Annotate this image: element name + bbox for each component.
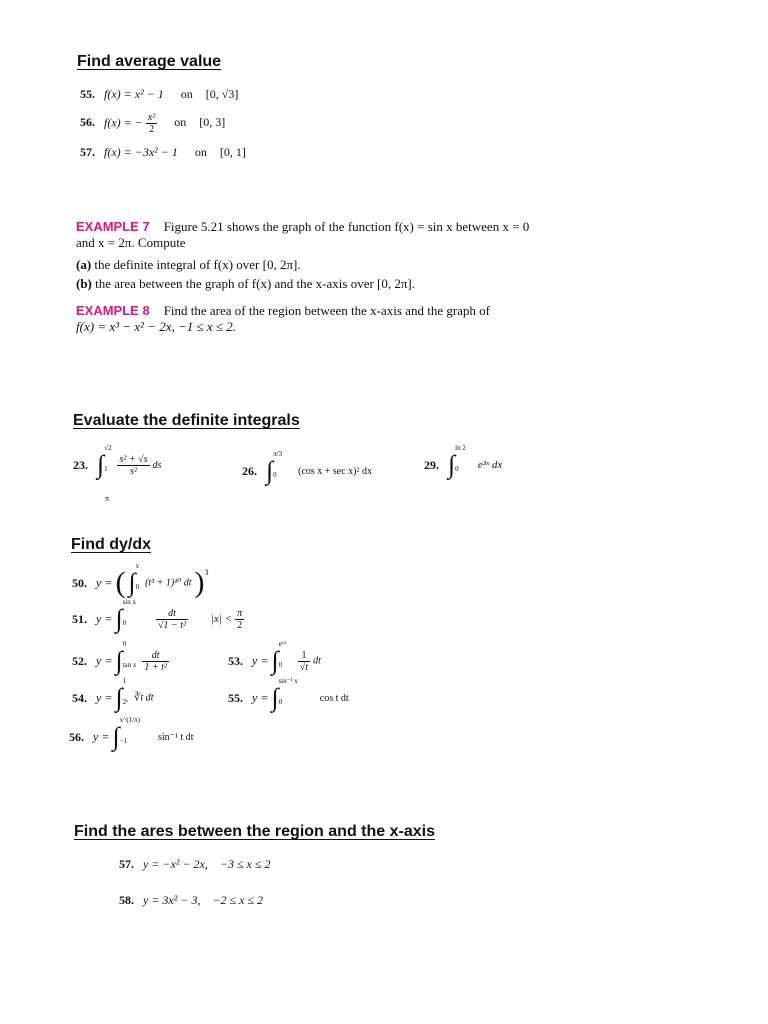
integral-limits: [104, 444, 112, 474]
integral-sign: ∫: [115, 683, 123, 712]
upper-limit: 0: [122, 640, 127, 648]
problem-number: 52.: [72, 653, 87, 668]
fraction-numerator: dt: [156, 608, 188, 620]
example-text-line2: and x = 2π. Compute: [76, 235, 186, 250]
problem-number: 58.: [119, 893, 134, 907]
lower-limit: 0: [278, 661, 283, 669]
integrand: (cos x + sec x)² dx: [298, 465, 373, 477]
part-a: [76, 257, 536, 273]
part-a-text: the definite integral of f(x) over [0, 2π].: [94, 257, 301, 272]
part-b-text: the area between the graph of f(x) and the x-axis over [0, 2π].: [95, 276, 416, 291]
problem-52-dydx: [72, 640, 169, 675]
lhs: y =: [96, 690, 113, 705]
fraction-numerator: π: [237, 607, 243, 619]
problem-57-average: [80, 145, 246, 160]
problem-expr: f(x) = −3x² − 1: [104, 145, 178, 159]
upper-limit: sin x: [122, 598, 136, 606]
on-word: on: [180, 87, 193, 101]
integral-limits: [278, 640, 286, 670]
example-text-line2: f(x) = x³ − x² − 2x, −1 ≤ x ≤ 2.: [76, 319, 237, 334]
integrand: (t³ + 1)¹⁰ dt: [145, 577, 192, 589]
problem-expr: y = −x² − 2x, −3 ≤ x ≤ 2: [143, 857, 271, 871]
fraction-numerator: x²: [147, 112, 156, 123]
integral-limits: [455, 444, 466, 474]
heading-area-region: Find the ares between the region and the x-axis: [74, 823, 435, 840]
problem-56-dydx: [69, 716, 194, 751]
on-word: on: [194, 145, 207, 159]
condition-fraction: [235, 608, 244, 631]
lhs: y =: [252, 653, 269, 668]
fraction-denominator: s²: [130, 465, 137, 477]
upper-limit: sin⁻¹ x: [278, 677, 298, 685]
problem-54-dydx: [72, 677, 154, 712]
integral-sign: ∫: [128, 568, 136, 597]
problem-number: 53.: [228, 653, 243, 668]
lower-limit: 0: [135, 583, 140, 591]
problem-51-dydx: [72, 598, 244, 633]
integral-sign: ∫: [115, 604, 123, 633]
upper-limit: 1: [122, 677, 127, 685]
heading-average-value: Find average value: [77, 53, 222, 70]
integrand: sin⁻¹ t dt: [158, 731, 194, 743]
lower-limit: tan x: [122, 661, 137, 669]
integrand: e³ˣ dx: [477, 459, 503, 471]
problem-lhs: f(x) = −: [104, 115, 143, 130]
part-b-label: (b): [76, 276, 92, 291]
interval: [0, 3]: [199, 115, 226, 130]
problem-number: 57.: [80, 145, 95, 159]
example-label: EXAMPLE 7: [76, 219, 150, 234]
integral-sign: ∫: [448, 450, 456, 479]
example-label: EXAMPLE 8: [76, 303, 150, 318]
upper-limit: ln 2: [455, 444, 466, 452]
lower-limit: 0: [278, 698, 283, 706]
fraction-numerator: s² + √s: [119, 453, 148, 465]
lower-limit: 1: [104, 465, 108, 473]
fraction-numerator: dt: [142, 650, 169, 662]
problem-number: 26.: [242, 463, 257, 478]
problem-number: 56.: [69, 729, 84, 744]
on-word: on: [174, 115, 187, 130]
problem-55-dydx: [228, 677, 349, 712]
lower-limit: 0: [122, 619, 127, 627]
problem-number: 54.: [72, 690, 87, 705]
lower-limit: 0: [455, 465, 459, 473]
problem-57-area: [119, 857, 270, 872]
example-text-line1: Figure 5.21 shows the graph of the function f(x) = sin x between x = 0: [163, 219, 530, 234]
problem-26-definite: [242, 450, 373, 485]
fraction: [142, 650, 169, 673]
heading-definite-integrals: Evaluate the definite integrals: [73, 412, 300, 429]
fraction-denominator: √t: [299, 661, 309, 673]
integral-sign: ∫: [112, 722, 120, 751]
fraction-numerator: 1: [298, 650, 310, 662]
heading-find-dydx: Find dy/dx: [71, 536, 151, 553]
lhs: y =: [96, 611, 113, 626]
lower-limit: −1: [119, 737, 128, 745]
lower-limit: 0: [273, 471, 277, 479]
integrand-tail: ds: [152, 459, 162, 471]
fraction: [156, 608, 188, 631]
fraction: [117, 454, 149, 477]
fraction: [146, 112, 157, 135]
upper-limit: x^(1/π): [119, 716, 140, 724]
lhs: y =: [93, 729, 110, 744]
integral-sign: ∫: [266, 456, 274, 485]
integral-sign: ∫: [97, 450, 105, 479]
problem-55-average: [80, 87, 238, 102]
problem-23-definite: [73, 444, 162, 503]
problem-number: 56.: [80, 115, 95, 130]
integrand: cos t dt: [319, 692, 349, 704]
fraction: [298, 650, 310, 673]
problem-number: 23.: [73, 457, 88, 472]
problem-number: 55.: [80, 87, 95, 101]
condition: |x| <: [211, 613, 233, 625]
interval: [0, 1]: [219, 145, 246, 159]
lhs: y =: [96, 575, 113, 590]
example-text-line1: Find the area of the region between the x-axis and the graph of: [163, 303, 491, 318]
problem-29-definite: [424, 444, 503, 479]
problem-number: 50.: [72, 575, 87, 590]
lhs: y =: [252, 690, 269, 705]
example-7: [76, 219, 536, 292]
integral-limits: [278, 677, 298, 707]
right-paren: ): [194, 566, 205, 599]
problem-expr: y = 3x² − 3, −2 ≤ x ≤ 2: [143, 893, 264, 907]
integral-limits: [122, 598, 136, 628]
integral-sign: ∫: [271, 683, 279, 712]
power: 3: [204, 568, 209, 577]
problem-expr: f(x) = x² − 1: [104, 87, 164, 101]
problem-53-dydx: [228, 640, 321, 675]
fraction-denominator: 2: [149, 124, 155, 135]
below-note: π: [105, 494, 110, 503]
integral-limits: [122, 677, 129, 707]
example-8: [76, 303, 536, 335]
fraction-denominator: 1 + t²: [144, 661, 167, 673]
fraction-denominator: √1 − t²: [157, 619, 186, 631]
integral-limits: [273, 450, 283, 480]
problem-number: 55.: [228, 690, 243, 705]
part-a-label: (a): [76, 257, 92, 272]
integral-limits: [135, 562, 140, 592]
problem-number: 29.: [424, 457, 439, 472]
integral-limits: [119, 716, 140, 746]
lhs: y =: [96, 653, 113, 668]
integrand: ∛t dt: [134, 692, 154, 704]
left-paren: (: [115, 566, 126, 599]
upper-limit: eˣ²: [278, 640, 286, 648]
upper-limit: √2: [104, 444, 112, 452]
part-b: [76, 276, 536, 292]
problem-50-dydx: [72, 562, 209, 599]
problem-number: 57.: [119, 857, 134, 871]
upper-limit: π/3: [273, 450, 283, 458]
problem-58-area: [119, 893, 263, 908]
problem-number: 51.: [72, 611, 87, 626]
integral-sign: ∫: [271, 646, 279, 675]
upper-limit: x: [135, 562, 140, 570]
problem-56-average: [80, 112, 225, 135]
lower-limit: 2ˣ: [122, 698, 129, 706]
integral-limits: [122, 640, 137, 670]
interval: [0, √3]: [205, 87, 239, 101]
integrand-tail: dt: [313, 655, 321, 667]
fraction-denominator: 2: [237, 619, 243, 631]
integral-sign: ∫: [115, 646, 123, 675]
